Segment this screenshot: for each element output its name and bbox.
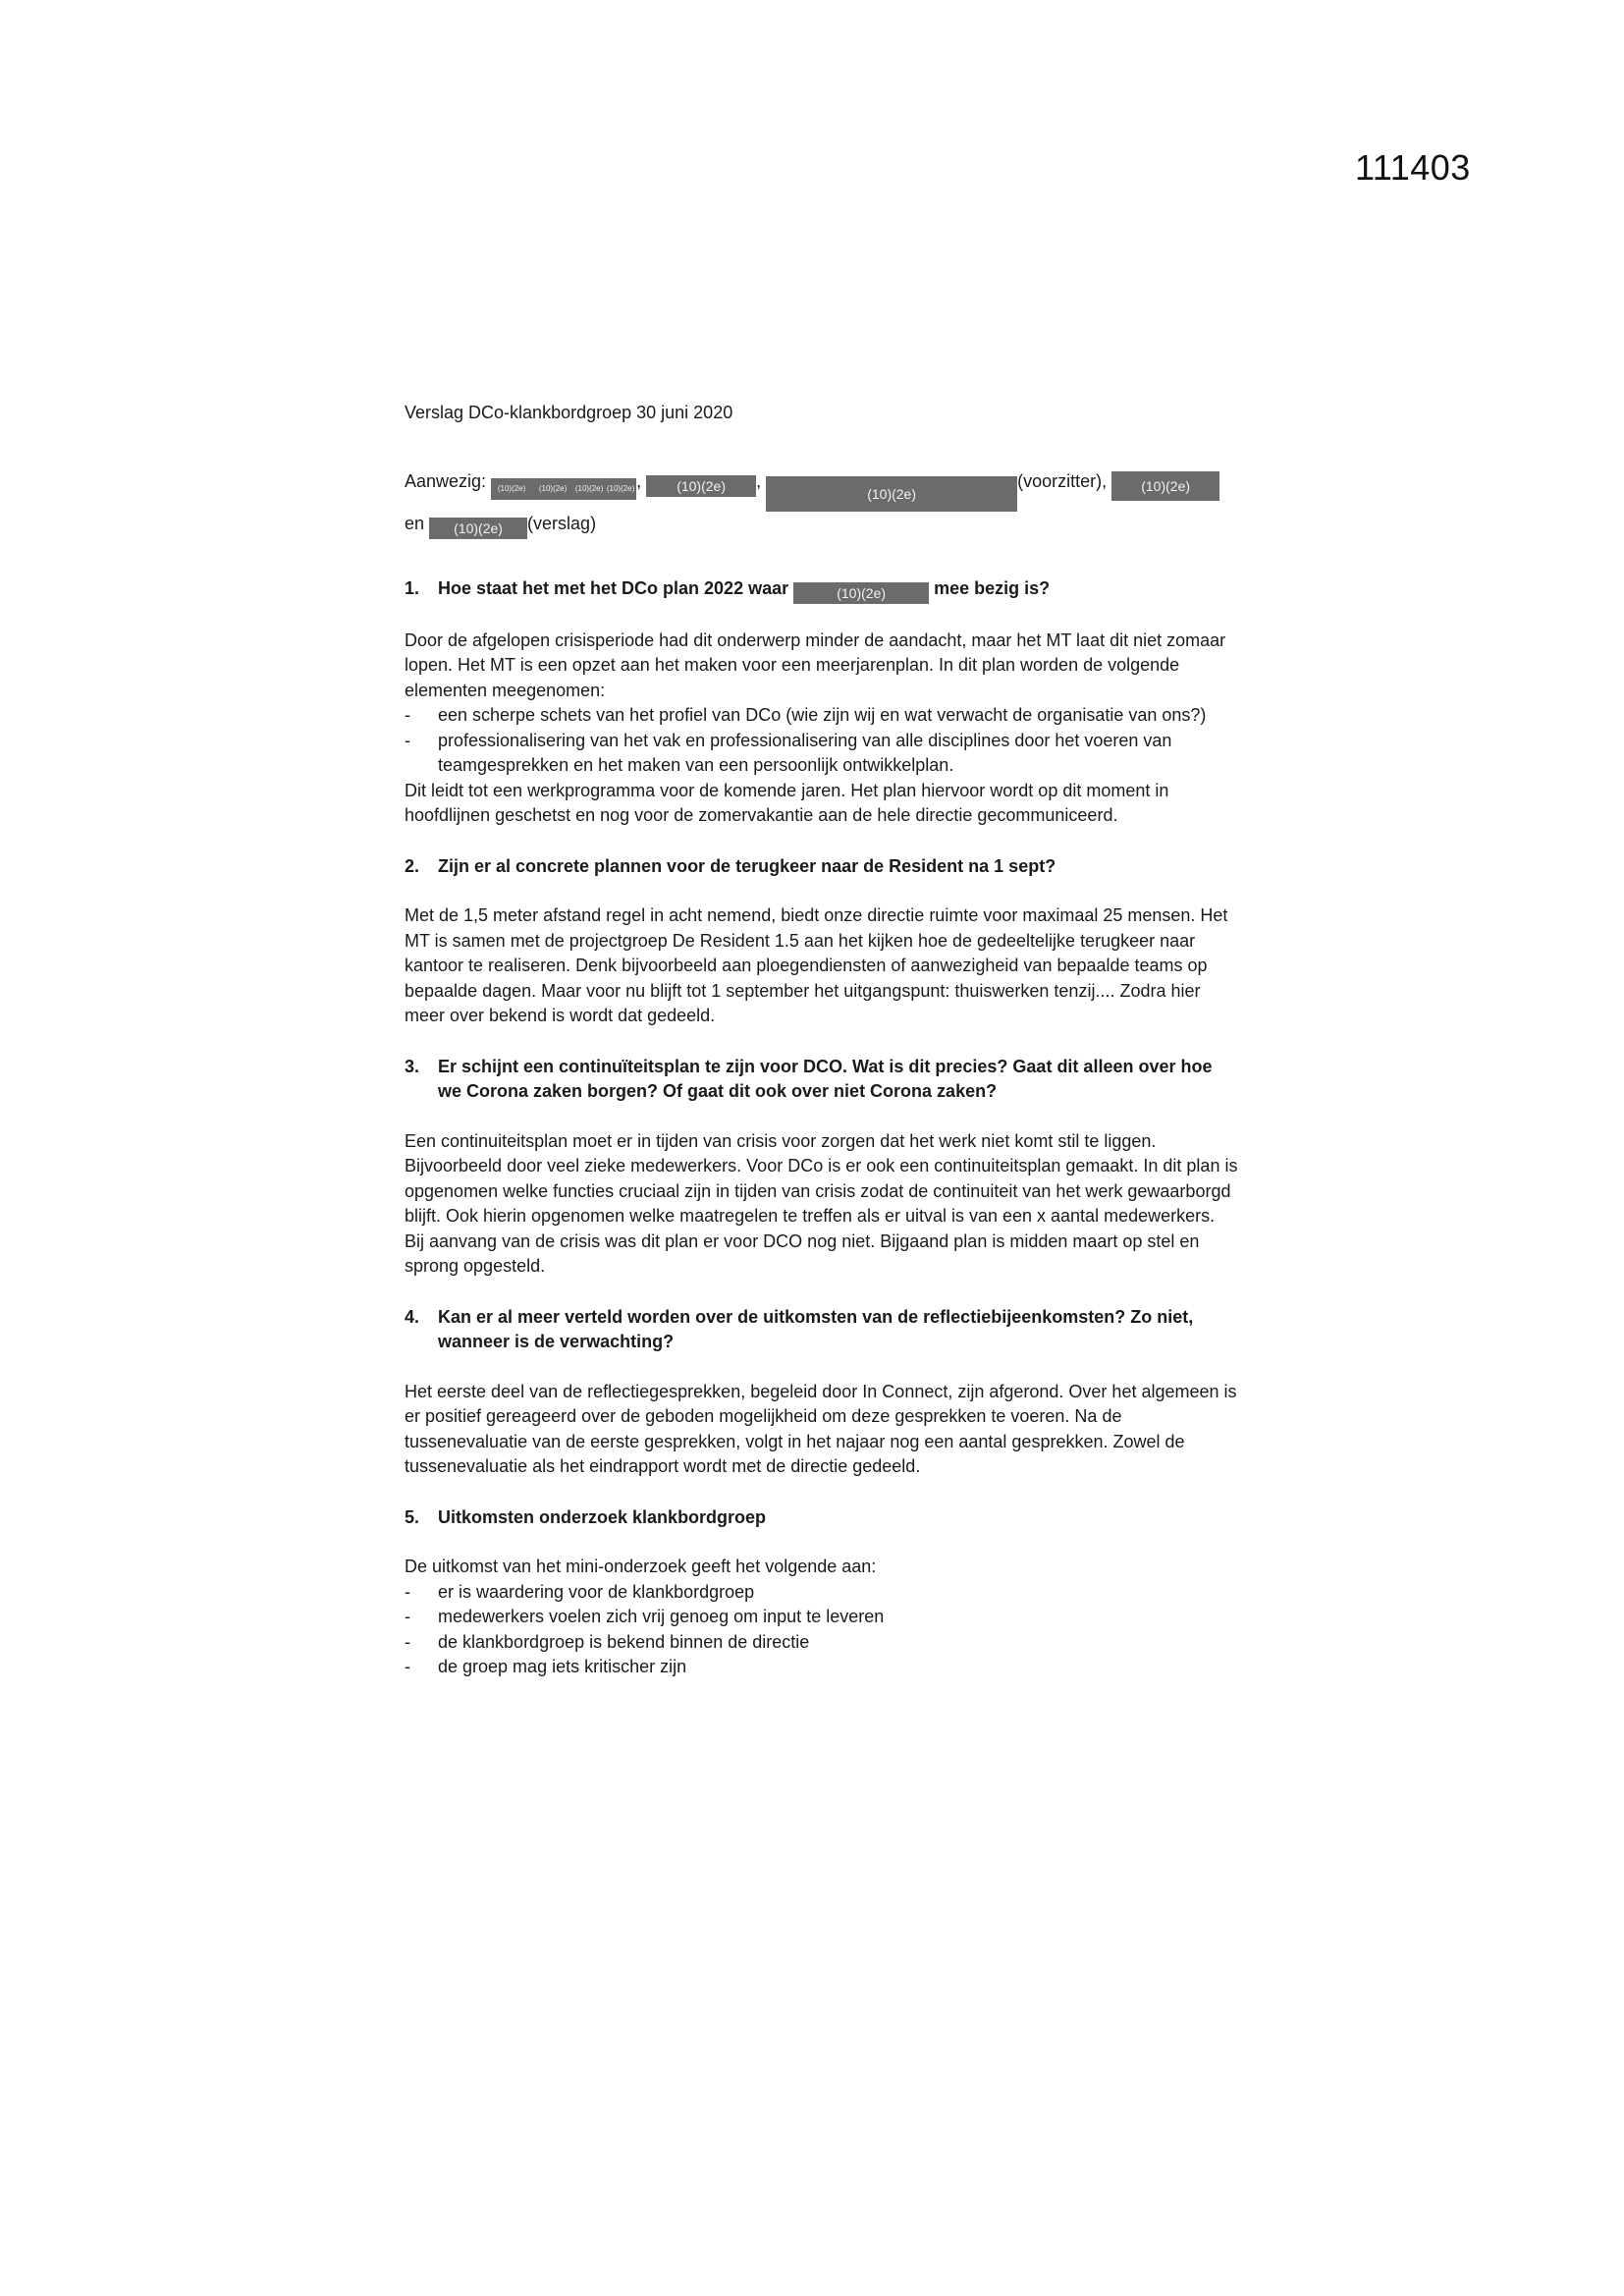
redaction-box: (10)(2e) — [1111, 471, 1219, 501]
document-title: Verslag DCo-klankbordgroep 30 juni 2020 — [405, 403, 733, 422]
list-item: - professionalisering van het vak en professionalisering van alle disciplines door het voeren van teamgesprekken en het maken van een persoonlijk ontwikkelplan. — [405, 730, 1172, 775]
redaction-box: (10)(2e) — [766, 476, 1017, 512]
question-number: 3. — [405, 1056, 420, 1076]
answer-intro: Door de afgelopen crisisperiode had dit onderwerp minder de aandacht, maar het MT laat dit niet zomaar lopen. Het MT is een opzet aan het maken voor een meerjarenplan. In dit plan worden de volgende elementen meegenomen: — [405, 629, 1226, 700]
redaction-box: (10)(2e) — [573, 478, 605, 500]
list-item: - er is waardering voor de klankbordgroep — [405, 1581, 755, 1602]
question-1 — [405, 576, 1239, 604]
question-text: mee bezig is? — [934, 577, 1051, 598]
minutes-suffix: (verslag) — [527, 513, 597, 533]
question-number: 4. — [405, 1306, 420, 1327]
redaction-box: (10)(2e) — [605, 478, 636, 500]
answer-outro: Dit leidt tot een werkprogramma voor de komende jaren. Het plan hiervoor wordt op dit moment in hoofdlijnen geschetst en nog voor de zomervakantie aan de hele directie gecommuniceerd. — [405, 780, 1169, 825]
question-number: 2. — [405, 855, 420, 876]
answer-3: Een continuiteitsplan moet er in tijden van crisis voor zorgen dat het werk niet komt stil te liggen. Bijvoorbeeld door veel zieke medewerkers. Voor DCo is er ook een continuiteitsplan gemaakt. In dit plan is opgenomen welke functies cruciaal zijn in tijden van crisis zodat de continuiteit van het werk gewaarborgd blijft. Ook hierin opgenomen welke maatregelen te treffen als er uitval is van een x aantal medewerkers. Bij aanvang van de crisis was dit plan er voor DCO nog niet. Bijgaand plan is midden maart op stel en sprong opgesteld. — [405, 1130, 1238, 1276]
answer-5 — [405, 1555, 1239, 1680]
redaction-box: (10)(2e) — [429, 518, 527, 539]
list-item: - de groep mag iets kritischer zijn — [405, 1657, 687, 1676]
answer-2: Met de 1,5 meter afstand regel in acht nemend, biedt onze directie ruimte voor maximaal 25 mensen. Het MT is samen met de projectgroep De Resident 1.5 aan het kijken hoe de gedeeltelijke terugkeer naar kantoor te realiseren. Denk bijvoorbeeld aan ploegendiensten of aanwezigheid van bepaalde teams op bepaalde dagen. Maar voor nu blijft tot 1 september het uitgangspunt: thuiswerken tenzij.... Zodra hier meer over bekend is wordt dat gedeeld. — [405, 905, 1228, 1025]
question-number: 5. — [405, 1506, 420, 1527]
redaction-box: (10)(2e) — [491, 478, 532, 500]
answer-4: Het eerste deel van de reflectiegesprekken, begeleid door In Connect, zijn afgerond. Over het algemeen is er positief gereageerd over de geboden mogelijkheid om deze gesprekken te voeren. Na de tussenevaluatie van de eerste gesprekken, volgt in het najaar nog een aantal gesprekken. Zowel de tussenevaluatie als het eindrapport wordt met de directie gedeeld. — [405, 1381, 1237, 1476]
redaction-box: (10)(2e) — [793, 582, 929, 604]
question-text: Uitkomsten onderzoek klankbordgroep — [438, 1506, 767, 1527]
question-number: 1. — [405, 577, 420, 598]
list-item: - medewerkers voelen zich vrij genoeg om input te leveren — [405, 1607, 885, 1626]
answer-1 — [405, 629, 1239, 829]
question-5 — [405, 1505, 1239, 1531]
document-number: 111403 — [1355, 147, 1471, 188]
bullet-list — [405, 1580, 1239, 1680]
question-3 — [405, 1055, 1239, 1105]
attendance-label: Aanwezig: — [405, 470, 487, 491]
and-word: en — [405, 513, 425, 533]
answer-intro: De uitkomst van het mini-onderzoek geeft het volgende aan: — [405, 1557, 877, 1576]
question-text: Hoe staat het met het DCo plan 2022 waar — [438, 577, 789, 598]
list-item: - een scherpe schets van het profiel van DCo (wie zijn wij en wat verwacht de organisatie van ons?) — [405, 705, 1207, 725]
question-text: Er schijnt een continuïteitsplan te zijn voor DCO. Wat is dit precies? Gaat dit alleen over hoe we Corona zaken borgen? Of gaat dit ook over niet Corona zaken? — [438, 1056, 1213, 1101]
redaction-box: (10)(2e) — [532, 478, 573, 500]
question-text: Kan er al meer verteld worden over de uitkomsten van de reflectiebijeenkomsten? Zo niet, wanneer is de verwachting? — [438, 1306, 1194, 1351]
document-body — [405, 401, 1239, 1680]
redaction-box: (10)(2e) — [646, 475, 756, 497]
list-item: - de klankbordgroep is bekend binnen de directie — [405, 1631, 810, 1652]
question-2 — [405, 854, 1239, 880]
question-4 — [405, 1305, 1239, 1355]
bullet-list — [405, 703, 1239, 779]
attendance: Aanwezig: (10)(2e) (10)(2e) (10)(2e) (10)(2e), (10)(2e) , (10)(2e)(voorzitter), (10)(2e) en (10)(2e) (verslag) — [405, 469, 1239, 539]
chair-suffix: (voorzitter), — [1017, 470, 1108, 491]
question-text: Zijn er al concrete plannen voor de terugkeer naar de Resident na 1 sept? — [438, 855, 1056, 876]
